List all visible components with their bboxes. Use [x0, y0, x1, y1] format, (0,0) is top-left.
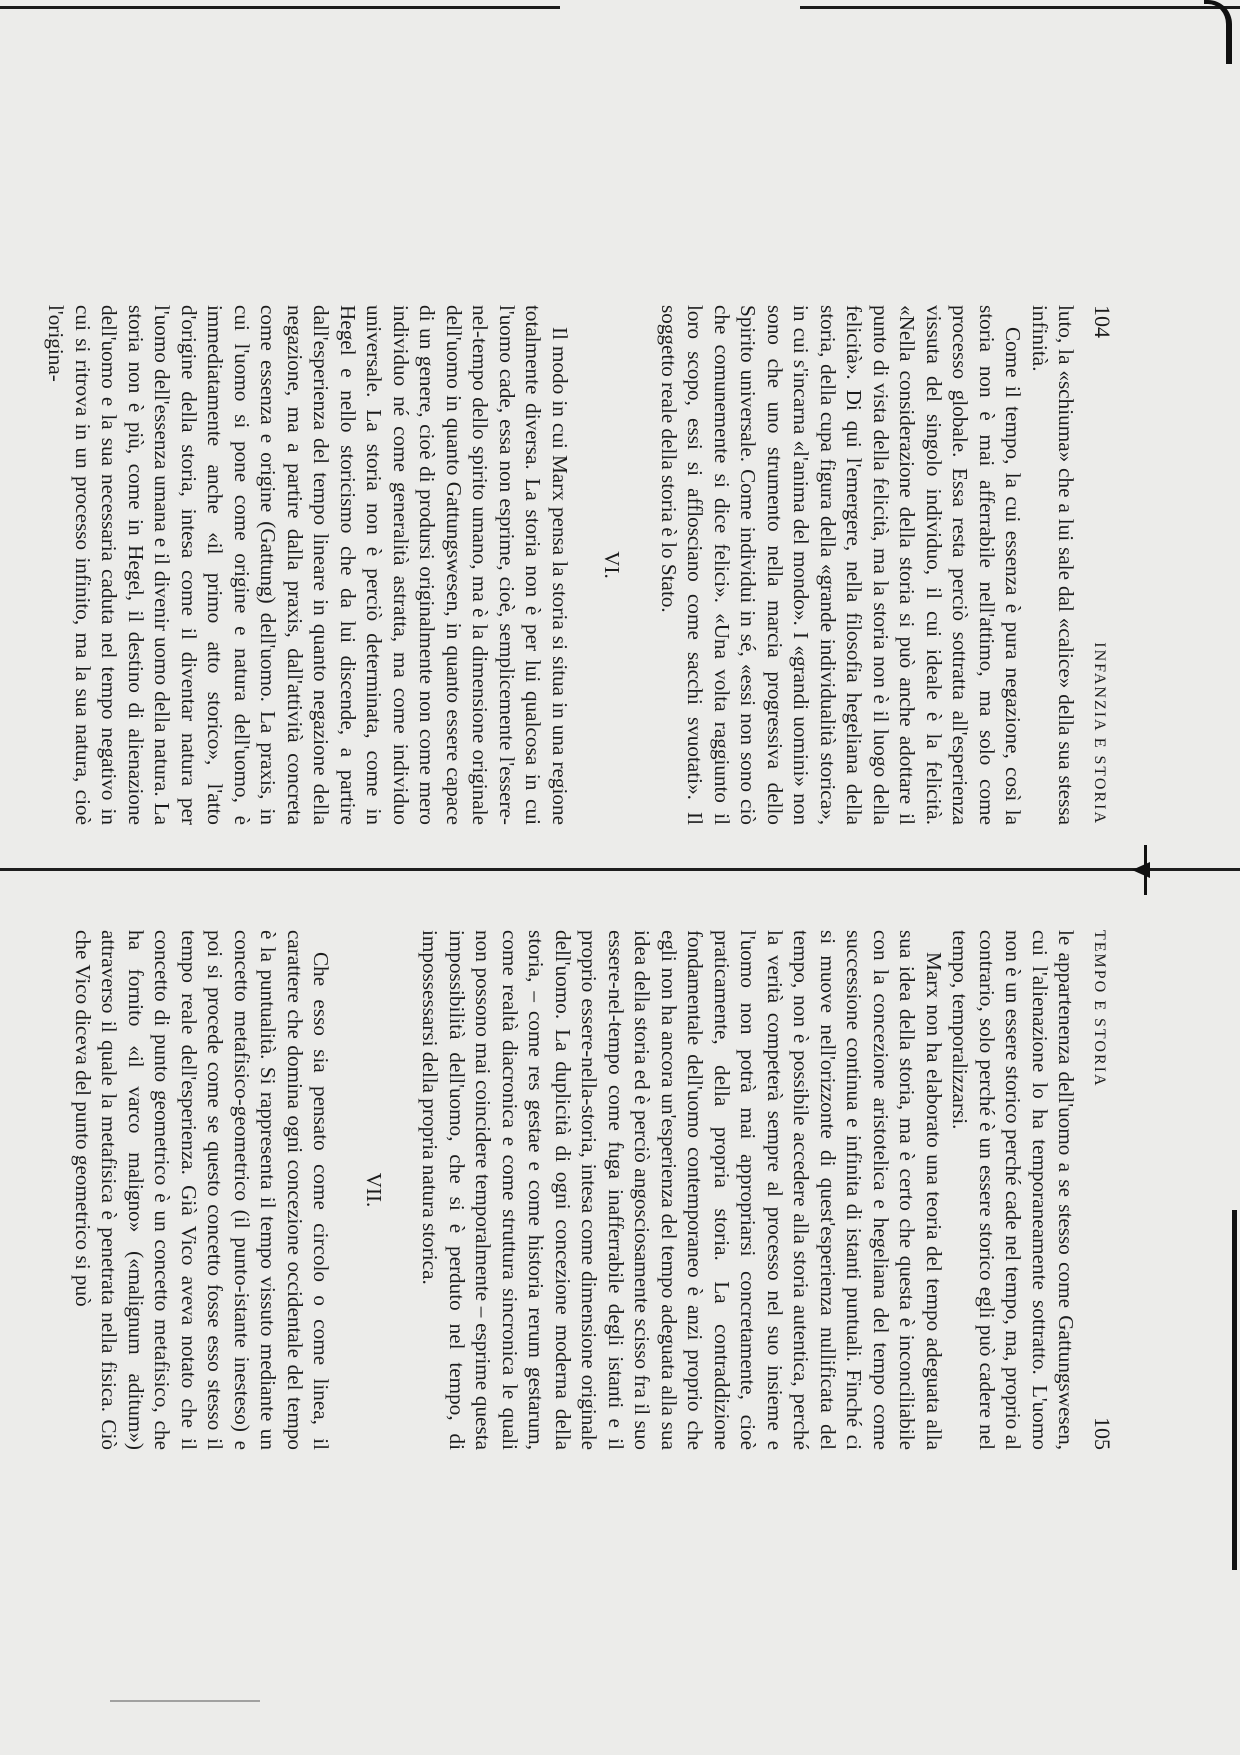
- page-number: 105: [1090, 1417, 1115, 1450]
- body-text: [417, 930, 1080, 1450]
- paragraph: Il modo in cui Marx pensa la storia si situa in una regione totalmente diversa. La storia non è per lui qualcosa in cui l'uomo cade, essa non esprime, cioè, semplicemente l'essere-nel-tempo dello spirito umano, ma è la dimensione originale dell'uomo in quanto Gattungswesen, in quanto essere capace di un genere, cioè di prodursi originalmente non come mero individuo né come generalità astratta, ma come individuo universale. La storia non è perciò determinata, come in Hegel e nello storicismo che da lui discende, a partire dall'esperienza del tempo lineare in quanto negazione della negazione, ma a partire dalla praxis, dall'attività concreta come essenza e origine (Gattung) dell'uomo. La praxis, in cui l'uomo si pone come origine e natura dell'uomo, è immediatamente anche «il primo atto storico», l'atto d'origine della storia, intesa come il diventar natura per l'uomo dell'essenza umana e il divenir uomo della natura. La storia non è più, come in Hegel, il destino di alienazione dell'uomo e la sua necessaria caduta nel tempo negativo in cui si ritrova in un processo infinito, ma la sua natura, cioè l'origina-: [44, 305, 572, 825]
- running-head-title: INFANZIA E STORIA: [1091, 642, 1108, 825]
- section-heading: VII.: [362, 1172, 386, 1208]
- section-heading: VI.: [600, 551, 625, 579]
- page-number: 104: [1090, 305, 1115, 338]
- body-text: [656, 305, 1080, 825]
- running-header: [1086, 930, 1116, 1450]
- paragraph: le appartenenza dell'uomo a se stesso come Gattungswesen, cui l'alienazione lo ha temporaneamente sottratto. L'uomo non è un essere storico perché cade nel tempo, ma, proprio al contrario, solo perché è un essere storico egli può cadere nel tempo, temporalizzarsi.: [948, 930, 1079, 1450]
- running-head-title: TEMPO E STORIA: [1091, 930, 1108, 1088]
- paragraph: Come il tempo, la cui essenza è pura negazione, così la storia non è mai afferrabile nell'attimo, ma solo come processo globale. Essa resta perciò sottratta all'esperienza vissuta del singolo individuo, il cui ideale è la felicità. «Nella considerazione della storia si può anche adottare il punto di vista della felicità, ma la storia non è il luogo della felicità». Di qui l'emergere, nella filosofia hegeliana della storia, della cupa figura della «grande individualità storica», in cui s'incarna «l'anima del mondo». I «grandi uomini» non sono che uno strumento nella marcia progressiva dello Spirito universale. Come individui in sé, «essi non sono ciò che comunemente si dice felici». «Una volta raggiunto il loro scopo, essi si afflosciano come sacchi svuotati». Il soggetto reale della storia è lo Stato.: [657, 305, 1026, 825]
- scan-top-edge-gap: [560, 4, 800, 10]
- scan-bottom-smudge: [110, 1700, 260, 1702]
- paragraph: Che esso sia pensato come circolo o come linea, il carattere che domina ogni concezione occidentale del tempo è la puntualità. Si rappresenta il tempo vissuto mediante un concetto metafisico-geometrico (il punto-istante inesteso) e poi si procede come se questo concetto fosse esso stesso il tempo reale dell'esperienza. Già Vico aveva notato che il concetto di punto geometrico è un concetto metafisico, che ha fornito «il varco maligno» («malignum aditum») attraverso il quale la metafisica è penetrata nella fisica. Ciò che Vico diceva del punto geometrico si può: [71, 930, 334, 1450]
- scan-corner-mark: [1204, 0, 1232, 64]
- paragraph: Marx non ha elaborato una teoria del tempo adeguata alla sua idea della storia, ma è certo che questa è inconciliabile con la concezione aristotelica e hegeliana del tempo come successione continua e infinita di istanti puntuali. Finché ci si muove nell'orizzonte di quest'esperienza nullificata del tempo, non è possibile accedere alla storia autentica, perché la verità competerà sempre al processo nel suo insieme e l'uomo non potrà mai appropriarsi concretamente, cioè praticamente, della propria storia. La contraddizione fondamentale dell'uomo contemporaneo è anzi proprio che egli non ha ancora un'esperienza del tempo adeguata alla sua idea della storia ed è perciò angosciosamente scisso fra il suo essere-nel-tempo come fuga inafferrabile degli istanti e il proprio essere-nella-storia, intesa come dimensione originale dell'uomo. La duplicità di ogni concezione moderna della storia, – come res gestae e come historia rerum gestarum, come realtà diacronica e come struttura sincronica le quali non possono mai coincidere temporalmente – esprime questa impossibilità dell'uomo, che si è perduto nel tempo, di impossessarsi della propria natura storica.: [418, 930, 946, 1450]
- section-body: [70, 930, 335, 1450]
- scan-right-edge-bar: [1232, 1210, 1237, 1570]
- fold-arrow-mark: [1132, 862, 1150, 878]
- paragraph: luto, la «schiuma» che a lui sale dal «calice» della sua stessa infinità.: [1028, 305, 1079, 825]
- page-104: [44, 305, 1115, 825]
- book-fold-line: [0, 868, 1240, 871]
- page-105: [71, 930, 1115, 1450]
- running-header: [1086, 305, 1116, 825]
- section-body: [43, 305, 573, 825]
